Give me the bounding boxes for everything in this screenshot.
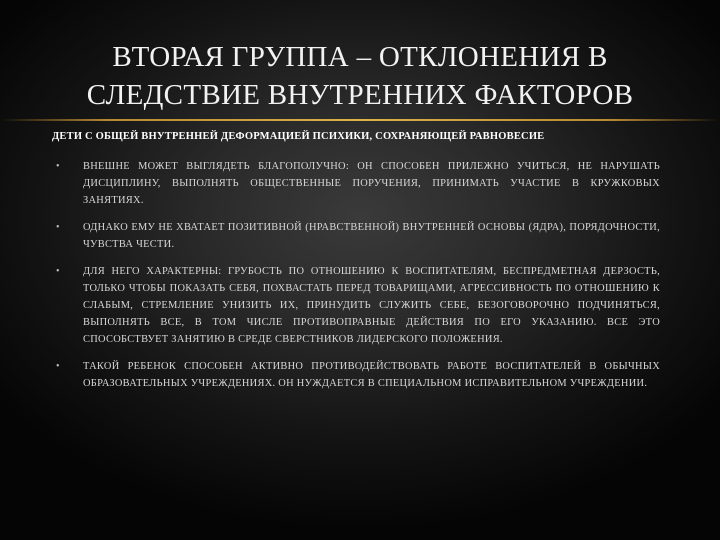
bullet-marker-icon: • — [56, 266, 60, 277]
slide-title: ВТОРАЯ ГРУППА – ОТКЛОНЕНИЯ В СЛЕДСТВИЕ ВНУТРЕННИХ ФАКТОРОВ — [86, 41, 634, 111]
bullet-marker-icon: • — [56, 161, 60, 172]
bullet-marker-icon: • — [56, 361, 60, 372]
bullet-item-1 — [52, 158, 660, 209]
bullet-text-3: ДЛЯ НЕГО ХАРАКТЕРНЫ: ГРУБОСТЬ ПО ОТНОШЕНИЮ К ВОСПИТАТЕЛЯМ, БЕСПРЕДМЕТНАЯ ДЕРЗОСТЬ, ТОЛЬКО ЧТОБЫ ПОКАЗАТЬ СЕБЯ, ПОХВАСТАТЬ ПЕРЕД ТОВАРИЩАМИ, АГРЕССИВНОСТЬ ПО ОТНОШЕНИЮ К СЛАБЫМ, СТРЕМЛЕНИЕ УНИЗИТЬ ИХ, ПРИНУДИТЬ СЛУЖИТЬ СЕБЕ, БЕЗОГОВОРОЧНО ПОДЧИНЯТЬСЯ, ВЫПОЛНЯТЬ ВСЕ, В ТОМ ЧИСЛЕ ПРОТИВОПРАВНЫЕ ДЕЙСТВИЯ ПО ЕГО УКАЗАНИЮ. ВСЕ ЭТО СПОСОБСТВУЕТ ЗАНЯТИЮ В СРЕДЕ СВЕРСТНИКОВ ЛИДЕРСКОГО ПОЛОЖЕНИЯ. — [83, 266, 660, 345]
title-divider — [0, 119, 720, 121]
bullet-text-1: ВНЕШНЕ МОЖЕТ ВЫГЛЯДЕТЬ БЛАГОПОЛУЧНО: ОН СПОСОБЕН ПРИЛЕЖНО УЧИТЬСЯ, НЕ НАРУШАТЬ ДИСЦИПЛИНУ, ВЫПОЛНЯТЬ ОБЩЕСТВЕННЫЕ ПОРУЧЕНИЯ, ПРИНИМАТЬ УЧАСТИЕ В КРУЖКОВЫХ ЗАНЯТИЯХ. — [83, 161, 660, 206]
slide-subheading: ДЕТИ С ОБЩЕЙ ВНУТРЕННЕЙ ДЕФОРМАЦИЕЙ ПСИХИКИ, СОХРАНЯЮЩЕЙ РАВНОВЕСИЕ — [52, 131, 545, 142]
bullet-item-4 — [52, 358, 660, 392]
bullet-text-2: ОДНАКО ЕМУ НЕ ХВАТАЕТ ПОЗИТИВНОЙ (НРАВСТВЕННОЙ) ВНУТРЕННЕЙ ОСНОВЫ (ЯДРА), ПОРЯДОЧНОСТИ, ЧУВСТВА ЧЕСТИ. — [83, 222, 660, 250]
bullet-item-3 — [52, 263, 660, 348]
bullet-item-2 — [52, 219, 660, 253]
bullet-marker-icon: • — [56, 222, 60, 233]
bullet-list — [52, 158, 660, 402]
bullet-text-4: ТАКОЙ РЕБЕНОК СПОСОБЕН АКТИВНО ПРОТИВОДЕЙСТВОВАТЬ РАБОТЕ ВОСПИТАТЕЛЕЙ В ОБЫЧНЫХ ОБРАЗОВАТЕЛЬНЫХ УЧРЕЖДЕНИЯХ. ОН НУЖДАЕТСЯ В СПЕЦИАЛЬНОМ ИСПРАВИТЕЛЬНОМ УЧРЕЖДЕНИИ. — [83, 361, 660, 389]
